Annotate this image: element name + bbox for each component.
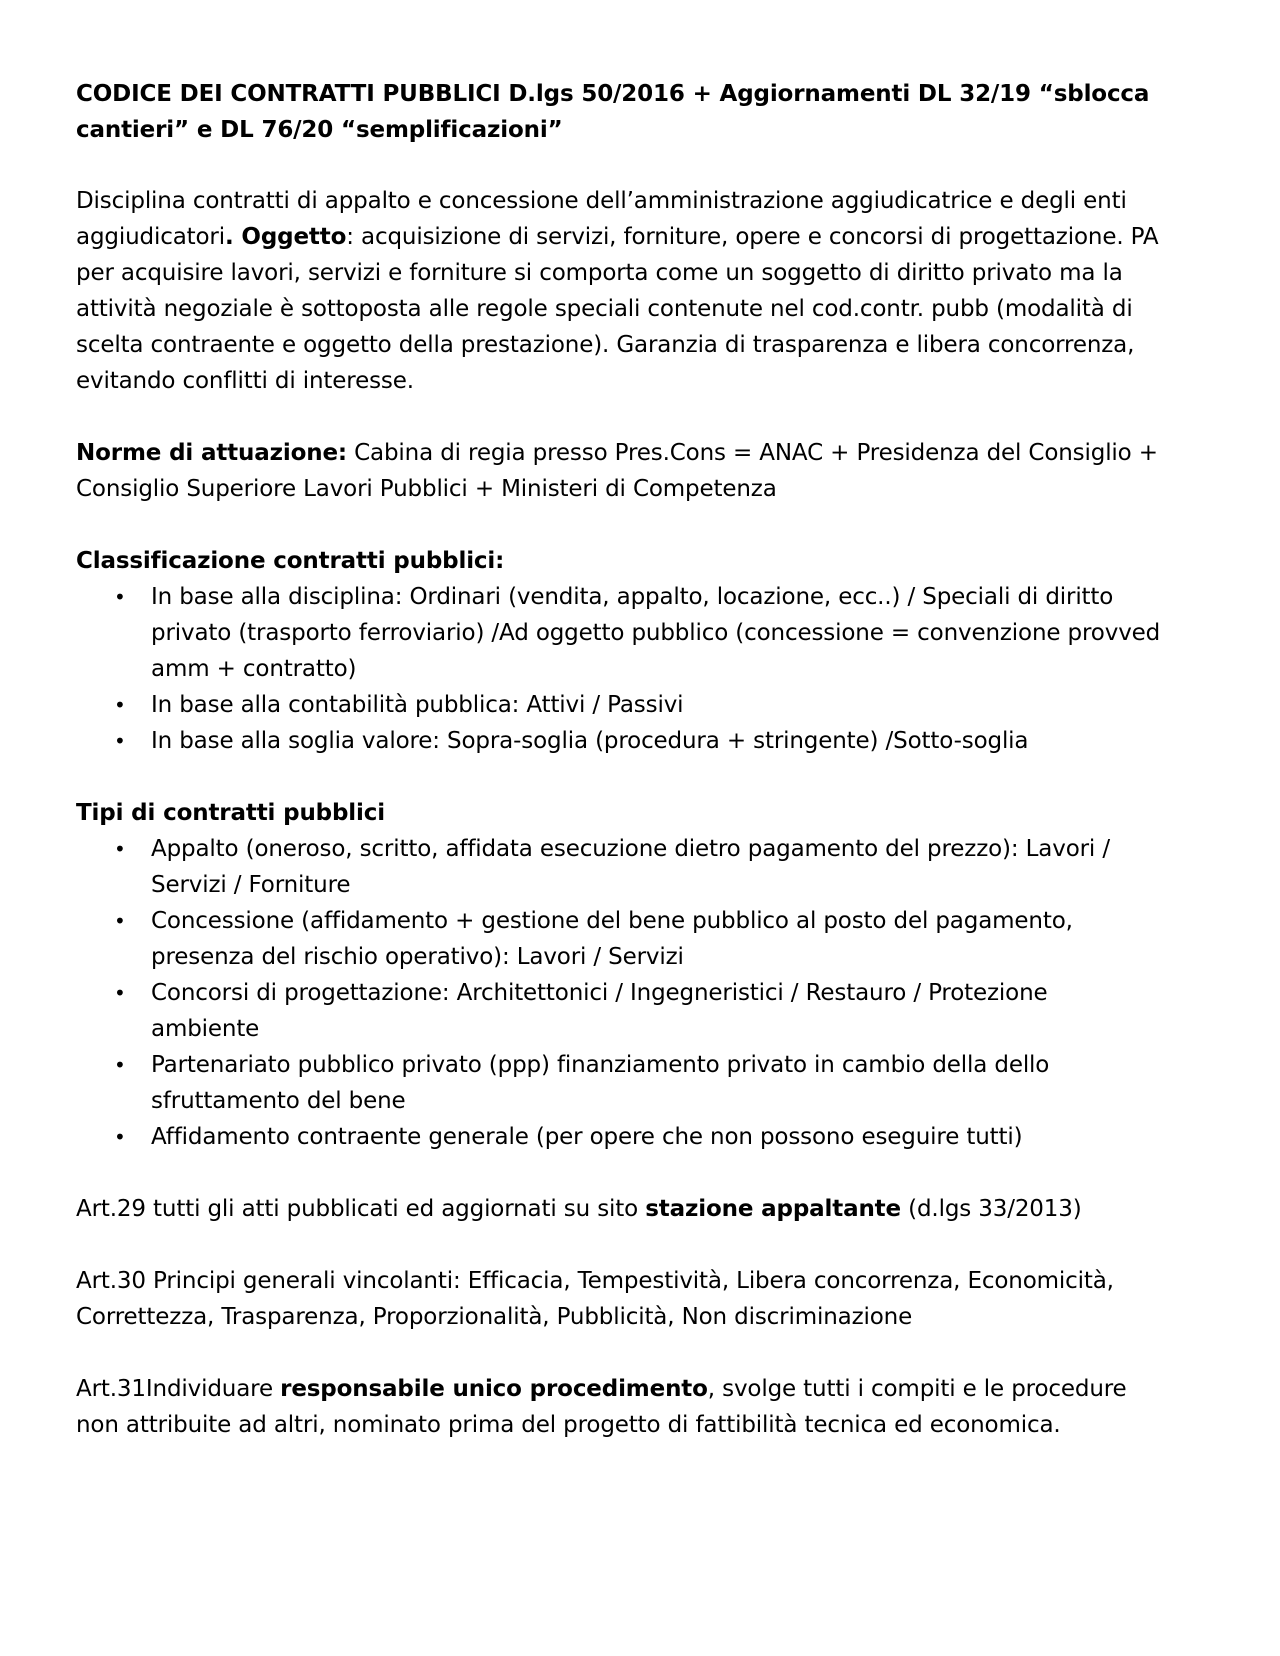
art31-paragraph (76, 1371, 1162, 1443)
art31-bold: responsabile unico procedimento (280, 1376, 708, 1402)
intro-text-start: Disciplina contratti di appalto e concessione dell’amministrazione aggiudicatrice e degli enti aggiudicatori (76, 188, 1127, 250)
bullet-icon: • (114, 1125, 126, 1149)
art29-paragraph (76, 1191, 1162, 1227)
list-item-text: In base alla disciplina: Ordinari (vendita, appalto, locazione, ecc..) / Speciali di diritto privato (trasporto ferroviario) /Ad oggetto pubblico (concessione = convenzione provved amm + contratto) (151, 584, 1161, 682)
list-item (76, 1119, 1162, 1155)
art30-paragraph: Art.30 Principi generali vincolanti: Efficacia, Tempestività, Libera concorrenza, Economicità, Correttezza, Trasparenza, Proporzionalità, Pubblicità, Non discriminazione (76, 1268, 1114, 1330)
intro-dot: . (224, 224, 234, 250)
norme-text: Cabina di regia presso Pres.Cons = ANAC + Presidenza del Consiglio + Consiglio Superiore Lavori Pubblici + Ministeri di Competenza (76, 440, 1158, 502)
art29-text-end: (d.lgs 33/2013) (900, 1196, 1082, 1222)
document-title: CODICE DEI CONTRATTI PUBBLICI D.lgs 50/2016 + Aggiornamenti DL 32/19 “sblocca cantieri” e DL 76/20 “semplificazioni” (76, 81, 1150, 143)
list-item-text: In base alla soglia valore: Sopra-soglia (procedura + stringente) /Sotto-soglia (151, 728, 1029, 754)
list-item-text: Partenariato pubblico privato (ppp) finanziamento privato in cambio della dello sfruttamento del bene (151, 1052, 1050, 1114)
bullet-icon: • (114, 729, 126, 753)
list-item (76, 903, 1162, 975)
bullet-icon: • (114, 909, 126, 933)
list-item (76, 723, 1162, 759)
list-item (76, 687, 1162, 723)
list-item-text: Concorsi di progettazione: Architettonici / Ingegneristici / Restauro / Protezione ambiente (151, 980, 1048, 1042)
bullet-icon: • (114, 1053, 126, 1077)
list-item-text: Appalto (oneroso, scritto, affidata esecuzione dietro pagamento del prezzo): Lavori / Servizi / Forniture (151, 836, 1110, 898)
intro-text-end: : acquisizione di servizi, forniture, opere e concorsi di progettazione. PA per acquisire lavori, servizi e forniture si comporta come un soggetto di diritto privato ma la attività negoziale è sottoposta alle regole speciali contenute nel cod.contr. pubb (modalità di scelta contraente e oggetto della prestazione). Garanzia di trasparenza e libera concorrenza, evitando conflitti di interesse. (76, 224, 1159, 394)
art29-text-start: Art.29 tutti gli atti pubblicati ed aggiornati su sito (76, 1196, 646, 1222)
tipi-heading: Tipi di contratti pubblici (76, 800, 385, 826)
bullet-icon: • (114, 837, 126, 861)
bullet-icon: • (114, 981, 126, 1005)
list-item-text: Concessione (affidamento + gestione del bene pubblico al posto del pagamento, presenza del rischio operativo): Lavori / Servizi (151, 908, 1073, 970)
art31-text-end: , svolge tutti i compiti e le procedure non attribuite ad altri, nominato prima del progetto di fattibilità tecnica ed economica. (76, 1376, 1127, 1438)
list-item-text: In base alla contabilità pubblica: Attivi / Passivi (151, 692, 684, 718)
list-item-text: Affidamento contraente generale (per opere che non possono eseguire tutti) (151, 1124, 1023, 1150)
list-item (76, 831, 1162, 903)
intro-paragraph (76, 183, 1162, 399)
list-item (76, 579, 1162, 687)
bullet-icon: • (114, 585, 126, 609)
art29-bold: stazione appaltante (645, 1196, 901, 1222)
bullet-icon: • (114, 693, 126, 717)
intro-oggetto-label: Oggetto (233, 224, 347, 250)
list-item (76, 975, 1162, 1047)
norme-paragraph (76, 435, 1162, 507)
list-item (76, 1047, 1162, 1119)
norme-label: Norme di attuazione: (76, 440, 347, 466)
classificazione-list (76, 579, 1162, 759)
classificazione-heading: Classificazione contratti pubblici: (76, 548, 505, 574)
art31-text-start: Art.31Individuare (76, 1376, 281, 1402)
tipi-list (76, 831, 1162, 1155)
